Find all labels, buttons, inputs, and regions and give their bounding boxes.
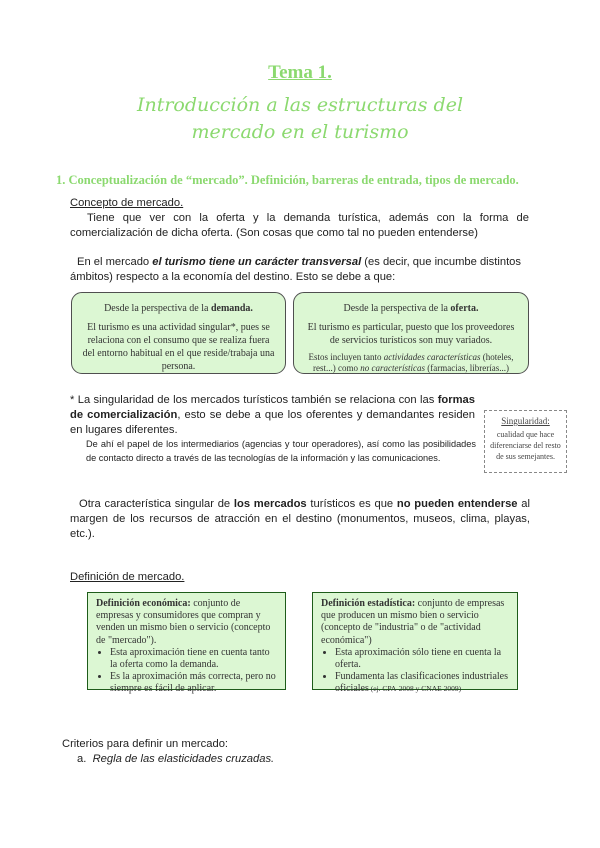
box-oferta-text: El turismo es particular, puesto que los proveedores de servicios turísticos son muy variados. <box>307 322 515 346</box>
paragraph-3-sub: De ahí el papel de los intermediarios (agencias y tour operadores), así como las posibilidades de contacto directo a través de las tecnologías de la información y las comunicaciones. <box>86 439 476 463</box>
paragraph-2 <box>70 255 530 285</box>
list-item: • Es la aproximación más correcta, pero no siempre es fácil de aplicar. <box>110 671 277 695</box>
singularidad-text: cualidad que hace diferenciarse del resto de sus semejantes. <box>490 430 561 461</box>
paragraph-4-bold-1: los mercados <box>233 498 307 510</box>
box-oferta-heading <box>304 302 518 315</box>
box-oferta-lead: Desde la perspectiva de la <box>343 303 451 314</box>
box-oferta-text2-pre: Estos incluyen tanto <box>308 352 384 362</box>
paragraph-3-post: , esto se debe a que los oferentes y demandantes residen en lugares diferentes. <box>70 409 476 436</box>
page-subtitle <box>0 92 600 146</box>
box-demanda-bold: demanda. <box>210 303 253 314</box>
def-economica-title: Definición económica: <box>96 598 191 609</box>
def-estadistica-title: Definición estadística: <box>321 598 416 609</box>
box-oferta-text2-em2: no características <box>360 363 426 373</box>
singularidad-title: Singularidad: <box>501 416 550 426</box>
paragraph-1: Tiene que ver con la oferta y la demanda turística, además con la forma de comercialización de dicha oferta. (Son cosas que como tal no pueden entenderse) <box>70 212 529 239</box>
singularidad-note <box>484 410 567 473</box>
box-oferta-text2-em1: actividades características <box>383 352 481 362</box>
paragraph-3-pre: * La singularidad de los mercados turísticos también se relaciona con las <box>70 394 438 406</box>
subtitle-line-2: mercado en el turismo <box>191 121 409 143</box>
box-oferta <box>293 292 529 374</box>
list-item <box>335 671 509 695</box>
def-estadistica-bullet-2: Fundamenta las clasificaciones industriales oficiales <box>335 671 509 695</box>
paragraph-4 <box>70 497 530 542</box>
box-demanda-text: El turismo es una actividad singular*, pues se relaciona con el consumo que se realiza fuera del entorno habitual en el que reside/trabaja una persona. <box>82 322 275 372</box>
list-item: • Esta aproximación sólo tiene en cuenta la oferta. <box>335 647 509 671</box>
list-item: • Esta aproximación tiene en cuenta tanto la oferta como la demanda. <box>110 647 277 671</box>
paragraph-2-emphasis: el turismo tiene un carácter transversal <box>152 256 362 268</box>
box-oferta-text-2 <box>304 352 518 374</box>
def-estadistica-small: (ej. CPA-2008 y CNAE 2009) <box>368 684 462 694</box>
criterio-a <box>77 752 274 767</box>
definicion-heading: Definición de mercado. <box>70 571 185 583</box>
paragraph-4-mid: turísticos es que <box>306 498 397 510</box>
box-oferta-bold: oferta. <box>450 303 479 314</box>
subtitle-line-1: Introducción a las estructuras del <box>136 94 464 116</box>
box-oferta-text2-mid: (hoteles, rest...) como <box>313 352 514 373</box>
paragraph-4-pre: Otra característica singular de <box>79 498 234 510</box>
page-title: Tema 1. <box>268 62 332 83</box>
paragraph-2-pre: En el mercado <box>77 256 153 268</box>
box-demanda <box>71 292 286 374</box>
def-economica-text <box>96 598 277 647</box>
box-definicion-estadistica <box>312 592 518 695</box>
paragraph-3-bold: formas de comercialización <box>70 394 475 421</box>
box-oferta-text2-post: (farmacias, librerías...) <box>425 363 509 373</box>
paragraph-4-bold-2: no pueden entenderse <box>396 498 518 510</box>
def-estadistica-text <box>321 598 509 647</box>
def-estadistica-body: conjunto de empresas que producen un mismo bien o servicio (concepto de "industria" o de "actividad económica") <box>321 598 505 646</box>
paragraph-2-post: (es decir, que incumbe distintos ámbitos) respecto a la economía del destino. Esto se debe a que: <box>70 256 522 283</box>
paragraph-4-post: al margen de los recursos de atracción en el destino (monumentos, museos, clima, playas, etc.). <box>70 498 530 540</box>
def-economica-body: conjunto de empresas y consumidores que compran y venden un mismo bien o servicio (concepto de "mercado"). <box>96 598 271 646</box>
def-estadistica-list <box>321 647 509 696</box>
criterio-a-letter: a. <box>77 753 87 765</box>
paragraph-3 <box>70 393 475 438</box>
criterio-a-text: Regla de las elasticidades cruzadas. <box>92 753 275 765</box>
box-demanda-lead: Desde la perspectiva de la <box>104 303 211 314</box>
section-heading-1: 1. Conceptualización de “mercado”. Definición, barreras de entrada, tipos de mercado. <box>56 173 519 187</box>
criterios-heading: Criterios para definir un mercado: <box>62 738 229 750</box>
concepto-heading: Concepto de mercado. <box>70 197 184 209</box>
def-economica-list <box>96 647 277 696</box>
box-definicion-economica <box>87 592 286 695</box>
box-demanda-heading <box>82 302 275 315</box>
